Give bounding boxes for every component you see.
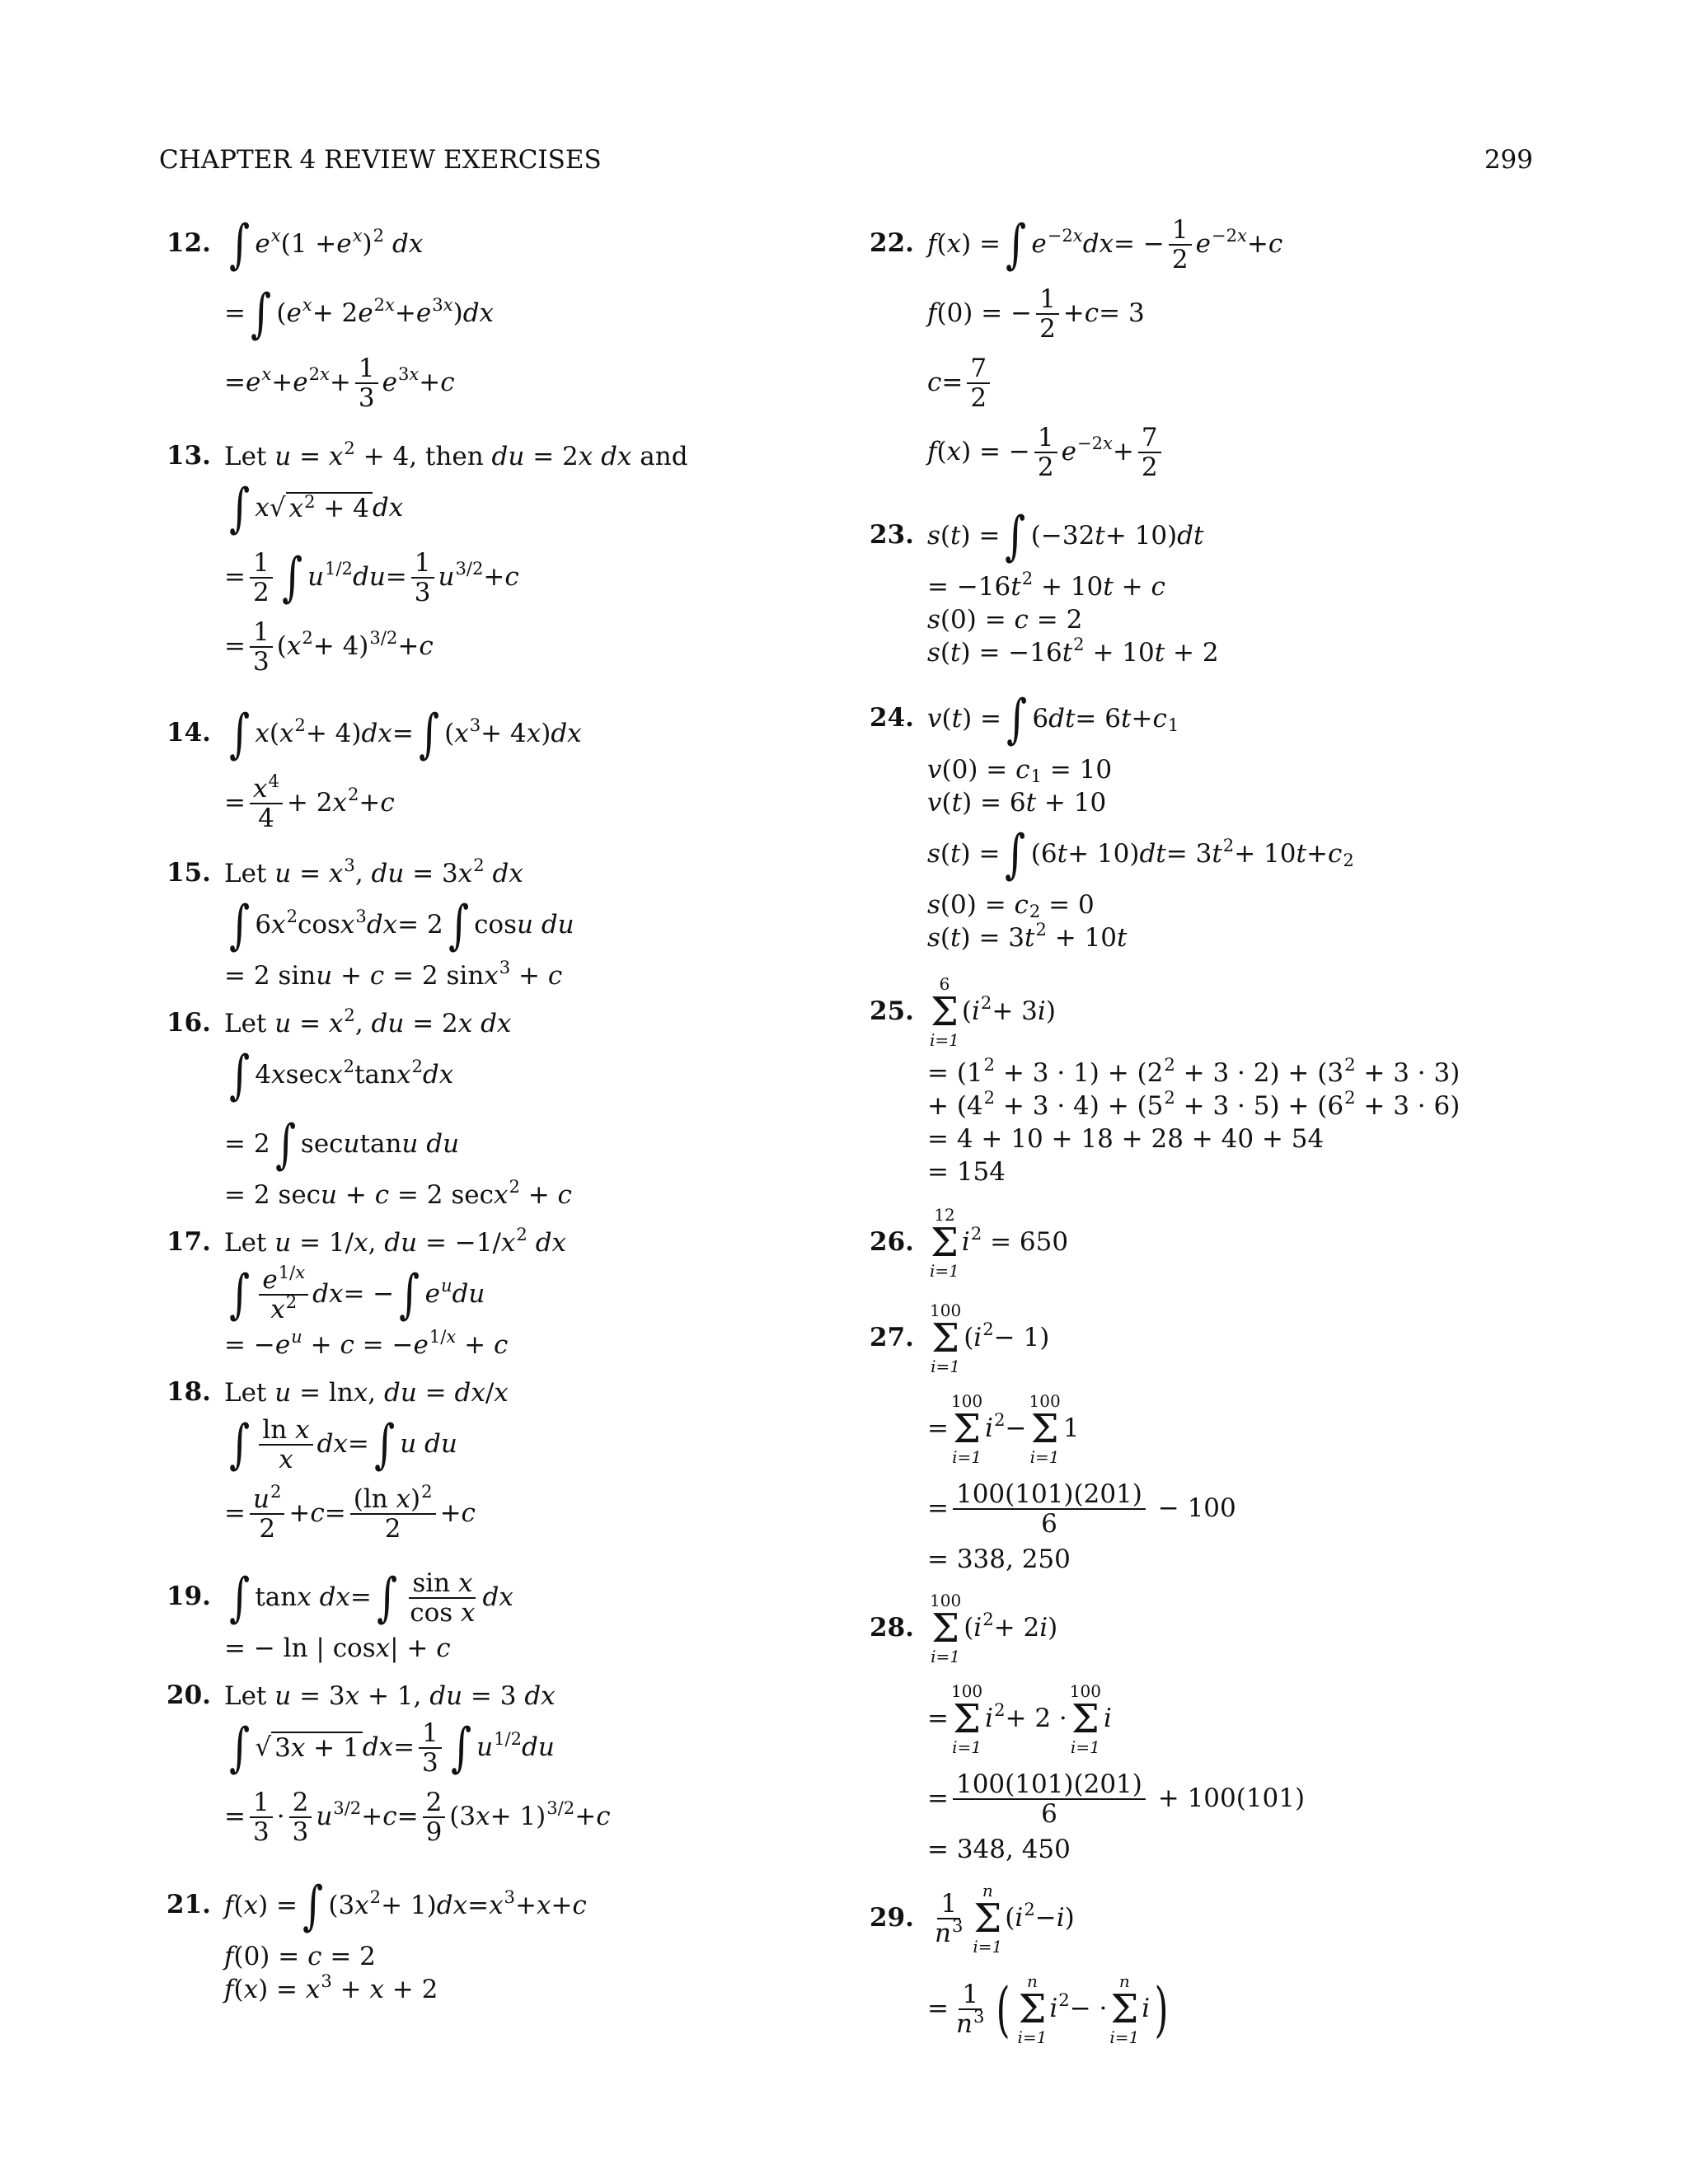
math-line: 100 Σ i=1 ( i 2 − 1) <box>930 1301 1050 1376</box>
math-line: ∫ 4 x sec x 2 tan x 2 dx <box>229 1045 454 1106</box>
chapter-title: CHAPTER 4 REVIEW EXERCISES <box>159 145 602 175</box>
math-line: = $\frac{1}{n^3}$ ( n Σ i=1 i 2 − · n Σ i=1 i ) <box>927 1971 1169 2047</box>
exercise-number: 27. <box>870 1323 914 1352</box>
exercise-number: 12. <box>166 228 211 258</box>
math-line: ∫ $\frac{\text{ln x}}{x}$ dx = ∫ u du <box>229 1414 457 1475</box>
math-line: = 2 sec u + c = 2 sec x 2 + c <box>224 1175 572 1211</box>
exercise-number: 19. <box>166 1582 211 1611</box>
exercise-number: 23. <box>870 520 914 550</box>
exercise-28 <box>870 1583 1562 1867</box>
math-line: = $\frac{1}{3}$ · $\frac{2}{3}$ u 3/2 + c = $\frac{2}{9}$ (3 x + 1) 3/2 + c <box>224 1787 611 1847</box>
math-line: = $\frac{1}{3}$ ( x 2 + 4) 3/2 + c <box>224 616 434 677</box>
exercise-number: 24. <box>870 703 914 733</box>
math-line: = $\frac{u^2}{2}$ + c = $\frac{(\ln x)^2}{2}$ + c <box>224 1481 476 1544</box>
math-line: = 338, 250 <box>927 1544 1071 1575</box>
exercise-29 <box>870 1873 1562 2055</box>
math-line: = 4 + 10 + 18 + 28 + 40 + 54 <box>927 1124 1325 1155</box>
math-line: v ( t ) = ∫ 6 dt = 6 t + c 1 <box>927 689 1179 750</box>
exercise-21 <box>166 1872 818 2007</box>
math-line: v (0) = c 1 = 10 <box>927 755 1113 786</box>
exercise-number: 20. <box>166 1680 211 1710</box>
math-line: ∫ tan x dx = ∫ $\frac{\text{sin x}}{\text{cos x}}$ dx <box>229 1568 513 1629</box>
exercise-number: 18. <box>166 1377 211 1407</box>
math-line: ∫ e x (1 + e x ) 2 dx <box>229 214 424 275</box>
math-line: = e x + e 2x + $\frac{1}{3}$ e 3x + c <box>224 353 455 413</box>
math-line: $\frac{1}{n^3}$ n Σ i=1 ( i 2 − i ) <box>935 1881 1075 1957</box>
math-line: Let u = 3 x + 1, du = 3 dx <box>224 1681 556 1712</box>
math-line: Let u = x 2 + 4 , then du = 2 x dx and <box>224 437 688 472</box>
exercise-15 <box>166 854 818 993</box>
exercise-12 <box>166 210 818 418</box>
math-line: = $\frac{x^4}{4}$ + 2 x 2 + c <box>224 771 395 833</box>
math-line: = 348, 450 <box>927 1835 1071 1865</box>
exercise-20 <box>166 1680 818 1852</box>
exercise-14 <box>166 700 818 838</box>
math-line: = 2 ∫ sec u tan u du <box>224 1114 460 1175</box>
right-column <box>870 210 1562 2055</box>
exercise-number: 26. <box>870 1227 914 1257</box>
math-line: = − ln | cos x | + c <box>224 1633 451 1664</box>
math-line: = 100 Σ i=1 i 2 − 100 Σ i=1 1 <box>927 1391 1080 1467</box>
exercise-25 <box>870 967 1562 1189</box>
math-line: s (0) = c = 2 <box>927 605 1083 635</box>
math-line: f ( x ) = ∫ e −2x dx = − $\frac{1}{2}$ e −2x + c <box>927 214 1283 275</box>
math-line: = $\frac{100(101)(201)}{6}$ − 100 <box>927 1479 1236 1539</box>
exercise-number: 25. <box>870 996 914 1026</box>
exercise-19 <box>166 1563 818 1666</box>
exercise-number: 21. <box>166 1890 211 1919</box>
math-line: = 2 sin u + c = 2 sin x 3 + c <box>224 956 563 991</box>
math-line: + (4 2 + 3 · 4) + (5 2 + 3 · 5) + (6 2 + 3 · 6) <box>927 1086 1461 1122</box>
math-line: ∫ x √ $x^2 + 4$ dx <box>229 478 404 539</box>
math-line: = 100 Σ i=1 i 2 + 2 · 100 Σ i=1 i <box>927 1681 1112 1757</box>
math-line: v ( t ) = 6 t + 10 <box>927 788 1107 818</box>
math-line: Let u = x 3 , du = 3 x 2 dx <box>224 854 523 889</box>
math-line: = − e u + c = − e 1/x + c <box>224 1325 509 1361</box>
exercise-18 <box>166 1377 818 1549</box>
math-line: ∫ √ 3x + 1 dx = $\frac{1}{3}$ ∫ u 1/2 du <box>229 1718 555 1779</box>
math-line: ∫ x ( x 2 + 4) dx = ∫ ( x 3 + 4 x ) dx <box>229 704 582 765</box>
math-line: f ( x ) = ∫ (3 x 2 + 1) dx = x 3 + x + c <box>224 1876 587 1937</box>
page-number: 299 <box>1484 145 1533 175</box>
math-line: f ( x ) = − $\frac{1}{2}$ e −2x + $\frac{7}{2}$ <box>927 418 1562 487</box>
math-line: Let u = 1/ x , du = −1/ x 2 dx <box>224 1223 567 1258</box>
math-line: c = $\frac{7}{2}$ <box>927 349 1562 418</box>
math-line: f (0) = − $\frac{1}{2}$ + c = 3 <box>927 284 1145 344</box>
exercise-number: 15. <box>166 858 211 888</box>
math-line: f ( x ) = x 3 + x + 2 <box>224 1970 438 2005</box>
math-line: s (0) = c 2 = 0 <box>927 890 1095 921</box>
exercise-17 <box>166 1223 818 1362</box>
math-line: Let u = x 2 , du = 2 x dx <box>224 1004 512 1039</box>
page-header <box>159 145 1533 176</box>
math-line: 12 Σ i=1 i 2 = 650 <box>930 1205 1069 1281</box>
exercise-27 <box>870 1293 1562 1577</box>
exercise-16 <box>166 1004 818 1212</box>
math-line: 6 Σ i=1 ( i 2 + 3 i ) <box>930 974 1056 1050</box>
math-line: f (0) = c = 2 <box>224 1942 376 1972</box>
exercise-number: 28. <box>870 1613 914 1643</box>
math-line: 100 Σ i=1 ( i 2 + 2 i ) <box>930 1591 1058 1666</box>
math-line: ∫ 6 x 2 cos x 3 dx = 2 ∫ cos u du <box>229 895 574 956</box>
math-line: s ( t ) = ∫ (−32 t + 10) dt <box>927 506 1204 567</box>
math-line: s ( t ) = −16 t 2 + 10 t + 2 <box>927 633 1219 668</box>
exercise-24 <box>870 685 1562 955</box>
exercise-number: 17. <box>166 1227 211 1257</box>
math-line: = ∫ ( e x + 2 e 2x + e 3x ) dx <box>224 284 495 344</box>
math-line: Let u = ln x , du = dx / x <box>224 1378 509 1408</box>
math-line: = (1 2 + 3 · 1) + (2 2 + 3 · 2) + (3 2 + 3 · 3) <box>927 1053 1461 1089</box>
math-line: = $\frac{1}{2}$ ∫ u 1/2 du = $\frac{1}{3}$ u 3/2 + c <box>224 547 519 608</box>
exercise-number: 13. <box>166 441 211 471</box>
exercise-number: 16. <box>166 1008 211 1038</box>
exercise-number: 22. <box>870 228 914 258</box>
exercise-26 <box>870 1197 1562 1288</box>
left-column <box>166 210 818 2007</box>
math-line: s ( t ) = ∫ (6 t + 10) dt = 3 t 2 + 10 t + c 2 <box>927 824 1354 885</box>
exercise-13 <box>166 437 818 682</box>
math-line: s ( t ) = 3 t 2 + 10 t <box>927 918 1128 954</box>
exercise-22 <box>870 210 1562 487</box>
math-line: = −16 t 2 + 10 t + c <box>927 567 1165 602</box>
exercise-23 <box>870 502 1562 670</box>
exercise-number: 14. <box>166 718 211 748</box>
math-line: ∫ $\frac{e^{1/x}}{x^2}$ dx = − ∫ e u du <box>229 1262 485 1325</box>
exercise-number: 29. <box>870 1903 914 1933</box>
math-line: = $\frac{100(101)(201)}{6}$ + 100(101) <box>927 1769 1306 1829</box>
math-line: = 154 <box>927 1157 1006 1188</box>
